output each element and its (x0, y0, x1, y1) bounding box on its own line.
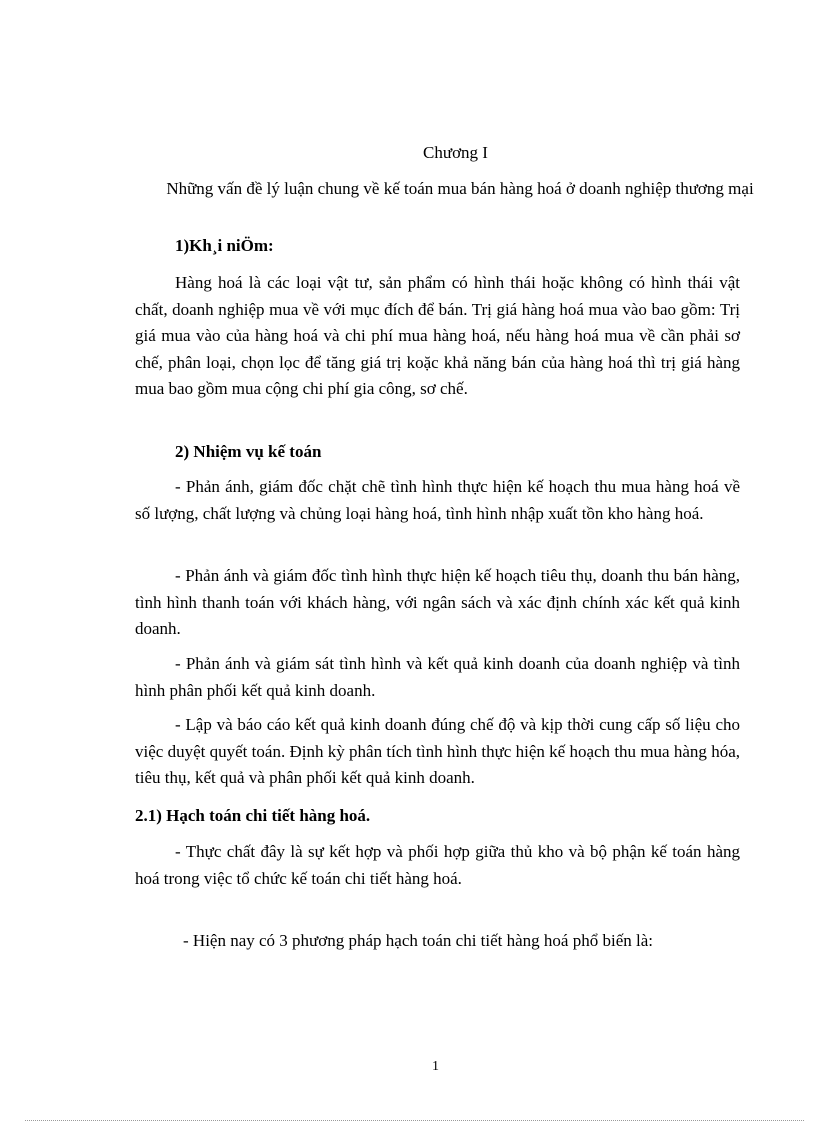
section-2-1-paragraph-2: - Hiện nay có 3 phương pháp hạch toán chi tiết hàng hoá phổ biến là: (183, 931, 653, 950)
section-2-1-paragraph-1: - Thực chất đây là sự kết hợp và phối hợp giữa thủ kho và bộ phận kế toán hàng hoá trong việc tổ chức kế toán chi tiết hàng hoá. (135, 842, 740, 888)
section-1-heading: 1)Kh¸i niÖm: (175, 236, 274, 255)
section-2-paragraph-3: - Phản ánh và giám sát tình hình và kết quả kinh doanh của doanh nghiệp và tình hình phân phối kết quả kinh doanh. (135, 654, 740, 700)
section-2-heading: 2) Nhiệm vụ kế toán (175, 442, 322, 461)
chapter-title: Chương I (423, 143, 488, 162)
page-bottom-divider (25, 1120, 804, 1121)
section-1-paragraph: Hàng hoá là các loại vật tư, sản phẩm có hình thái hoặc không có hình thái vật chất, doanh nghiệp mua về với mục đích để bán. Trị giá hàng hoá mua vào bao gồm: Trị giá mua vào của hàng hoá và chi phí mua hàng hoá, nếu hàng hoá mua về cần phải sơ chế, phân loại, chọn lọc để tăng giá trị koặc khả năng bán của hàng hoá thì trị giá hàng mua bao gồm mua cộng chi phí gia công, sơ chế. (135, 273, 740, 398)
section-2-paragraph-4: - Lập và báo cáo kết quả kinh doanh đúng chế độ và kịp thời cung cấp số liệu cho việc duyệt quyết toán. Định kỳ phân tích tình hình thực hiện kế hoạch thu mua hàng hóa, tiêu thụ, kết quả và phân phối kết quả kinh doanh. (135, 715, 740, 787)
section-2-1-heading: 2.1) Hạch toán chi tiết hàng hoá. (135, 806, 371, 825)
page-number: 1 (432, 1059, 439, 1074)
section-2-paragraph-2: - Phản ánh và giám đốc tình hình thực hiện kế hoạch tiêu thụ, doanh thu bán hàng, tình hình thanh toán với khách hàng, với ngân sách và xác định chính xác kết quả kinh doanh. (135, 566, 740, 638)
chapter-subtitle: Những vấn đề lý luận chung về kế toán mua bán hàng hoá ở doanh nghiệp thương mại (166, 179, 754, 198)
section-2-paragraph-1: - Phản ánh, giám đốc chặt chẽ tình hình thực hiện kế hoạch thu mua hàng hoá về số lượng, chất lượng và chủng loại hàng hoá, tình hình nhập xuất tồn kho hàng hoá. (135, 477, 740, 523)
